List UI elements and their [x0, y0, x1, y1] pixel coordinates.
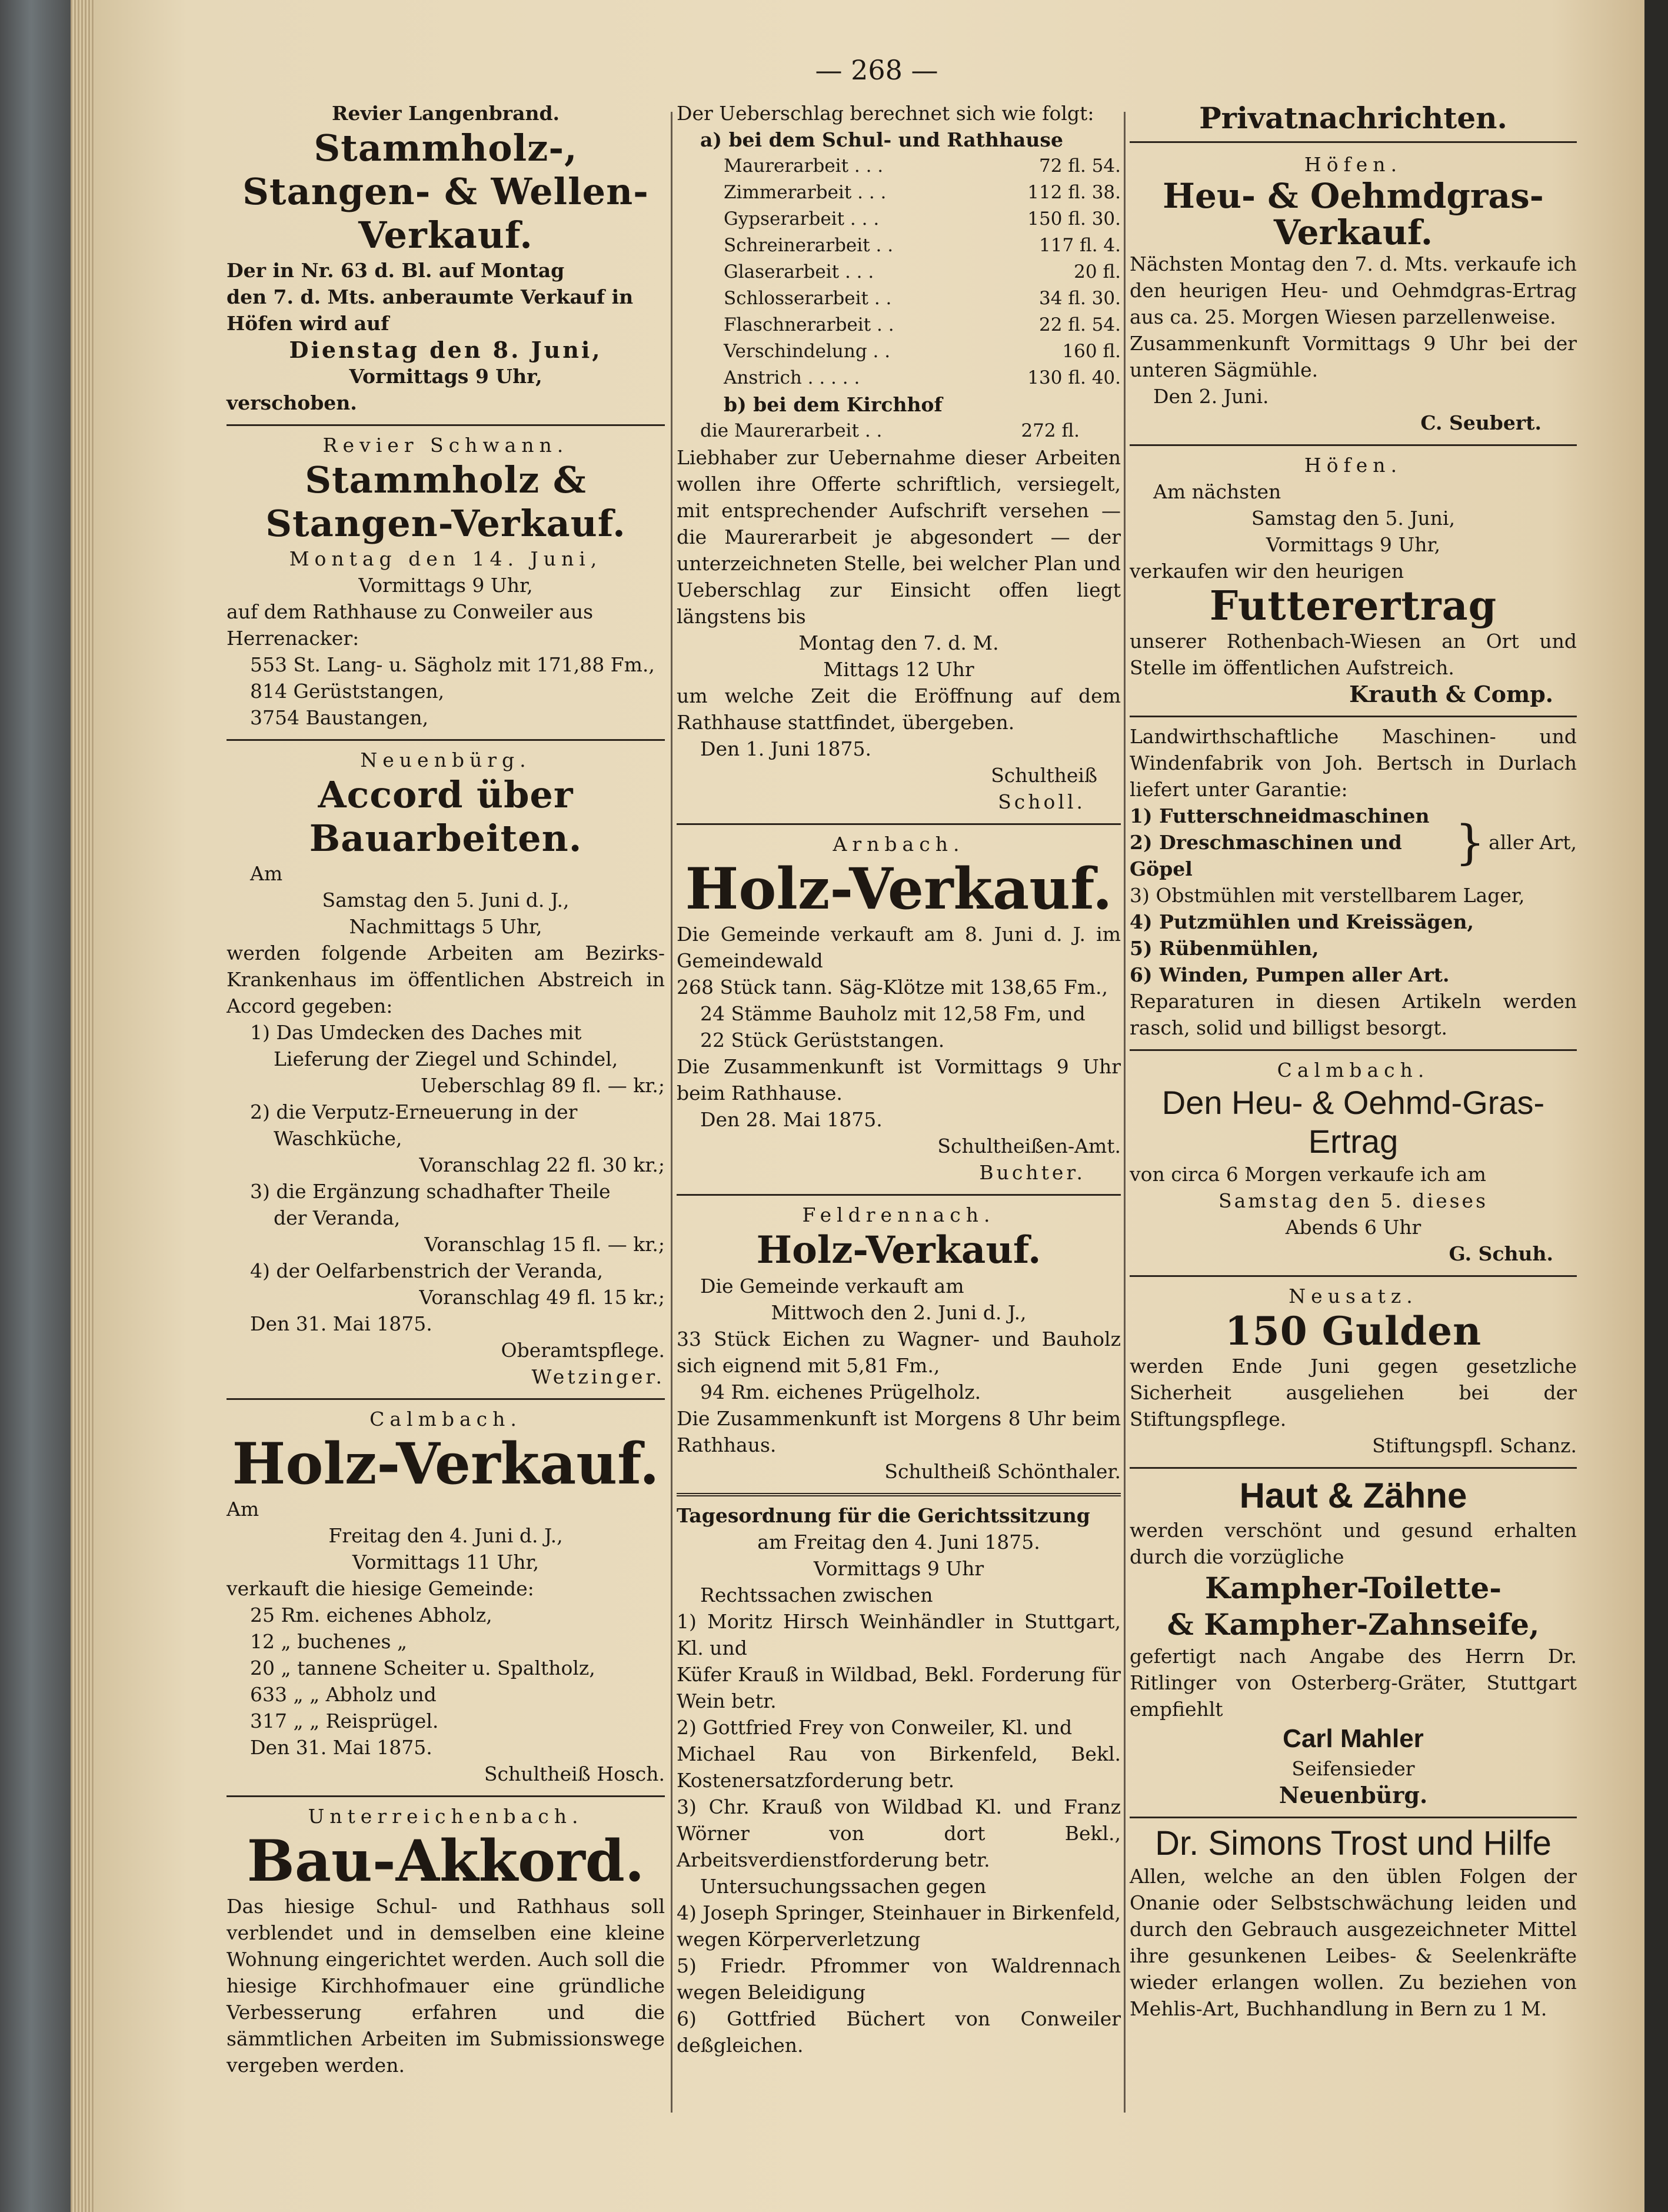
ad-date: Montag den 14. Juni, — [289, 547, 602, 570]
ad-signature: Scholl. — [998, 790, 1086, 813]
ad-place: Feldrennach. — [802, 1203, 996, 1226]
ad-date: Den 2. Juni. — [1153, 385, 1269, 408]
ad-neusatz — [1130, 1275, 1577, 1459]
ad-item: 12 „ buchenes „ — [250, 1630, 408, 1653]
ad-line: Am — [227, 1498, 259, 1521]
ad-item: 4) Putzmühlen und Kreissägen, — [1130, 910, 1474, 933]
ad-signature: Schultheiß Hosch. — [484, 1762, 665, 1785]
ad-item: 814 Gerüststangen, — [250, 680, 445, 703]
ad-text: unserer Rothenbach-Wiesen an Ort und Stelle im öffentlichen Aufstreich. — [1130, 630, 1577, 679]
ad-item: 3) Chr. Krauß von Wildbad Kl. und Franz Wörner von dort Bekl., Arbeitsverdienstforderung betr. — [677, 1795, 1121, 1871]
cost-row: Schlosserarbeit . . 34 fl. 30. — [724, 288, 1121, 309]
ad-title: 150 Gulden — [1224, 1308, 1482, 1354]
ad-place: Revier Schwann. — [322, 434, 569, 457]
ad-text: Nächsten Montag den 7. d. Mts. verkaufe ich den heurigen Heu- und Oehmdgras-Ertrag aus ca. 25. Morgen Wiesen parzellenweise. — [1130, 252, 1577, 328]
section-header: Privatnachrichten. — [1130, 100, 1577, 143]
ad-item: 22 Stück Gerüststangen. — [700, 1029, 945, 1052]
ad-text: Der Ueberschlag berechnet sich wie folgt: — [677, 102, 1094, 125]
ad-time: Abends 6 Uhr — [1285, 1216, 1421, 1239]
ad-time: Vormittags 11 Uhr, — [352, 1551, 540, 1574]
ad-title: Futterertrag — [1209, 583, 1497, 630]
ad-text: werden folgende Arbeiten am Bezirks-Krankenhaus im öffentlichen Abstreich in Accord gegeben: — [227, 942, 665, 1017]
ad-signature: G. Schuh. — [1449, 1242, 1553, 1265]
ad-title: Stammholz & Stangen-Verkauf. — [265, 458, 626, 545]
ad-langenbrand — [227, 100, 665, 416]
ad-line: Der in Nr. 63 d. Bl. auf Montag — [227, 259, 565, 282]
ad-item: 633 „ „ Abholz und — [250, 1683, 437, 1706]
ad-text: werden Ende Juni gegen gesetzliche Sicherheit ausgeliehen bei der Stiftungspflege. — [1130, 1355, 1577, 1431]
ad-item: 3) die Ergänzung schadhafter Theile — [250, 1180, 611, 1203]
ad-item: 3) Obstmühlen mit verstellbarem Lager, — [1130, 884, 1525, 907]
ad-date: Samstag den 5. Juni, — [1251, 507, 1456, 530]
ad-signature: Buchter. — [979, 1161, 1086, 1184]
ad-place: Höfen. — [1304, 153, 1403, 176]
ad-time: Vormittags 9 Uhr, — [358, 574, 533, 597]
ad-item: 4) Joseph Springer, Steinhauer in Birkenfeld, wegen Körperverletzung — [677, 1901, 1121, 1951]
ad-haut-zaehne — [1130, 1467, 1577, 1808]
ad-time: Vormittags 9 Uhr — [813, 1557, 984, 1580]
ad-bertsch — [1130, 716, 1577, 1041]
ad-item: der Veranda, — [274, 1206, 401, 1229]
product-name: & Kampher-Zahnseife, — [1167, 1607, 1540, 1642]
ad-title: Den Heu- & Oehmd-Gras- — [1161, 1084, 1545, 1121]
ad-item: 5) Friedr. Pfrommer von Waldrennach wegen Beleidigung — [677, 1954, 1121, 2004]
ad-date: Freitag den 4. Juni d. J., — [328, 1524, 563, 1547]
ad-hoefen-heu — [1130, 151, 1577, 436]
ad-date: Den 1. Juni 1875. — [700, 737, 871, 760]
ad-signature: Neuenbürg. — [1279, 1782, 1428, 1808]
ad-date: Den 31. Mai 1875. — [250, 1736, 432, 1759]
cost-row: Anstrich . . . . . 130 fl. 40. — [724, 367, 1121, 388]
ad-place: Calmbach. — [1277, 1059, 1430, 1082]
ad-signature: Schultheiß — [991, 764, 1097, 787]
ad-item: Küfer Krauß in Wildbad, Bekl. Forderung für Wein betr. — [677, 1663, 1121, 1712]
cost-row: Verschindelung . . 160 fl. — [724, 341, 1121, 362]
page-number: — 268 — — [815, 54, 938, 86]
cost-row: Zimmerarbeit . . . 112 fl. 38. — [724, 182, 1121, 203]
ad-text: Das hiesige Schul- und Rathhaus soll verblendet und in demselben eine kleine Wohnung eingerichtet werden. Auch soll die hiesige Kirchhofmauer eine gründliche Verbesserung erfahren und die sämmtlichen Arbeiten im Submissionswege vergeben werden. — [227, 1895, 665, 2077]
ad-item: Michael Rau von Birkenfeld, Bekl. Kostenersatzforderung betr. — [677, 1742, 1121, 1792]
ad-tagesordnung — [677, 1493, 1121, 2058]
ad-calmbach-heu — [1130, 1049, 1577, 1267]
column-rule-2 — [1124, 112, 1126, 2113]
right-edge — [1644, 0, 1668, 2212]
ad-title: Heu- & Oehmdgras-Verkauf. — [1163, 176, 1544, 252]
ad-title: Bau-Akkord. — [247, 1828, 645, 1894]
cost-row: Flaschnerarbeit . . 22 fl. 54. — [724, 314, 1121, 335]
ad-item: 94 Rm. eichenes Prügelholz. — [700, 1381, 981, 1403]
ad-item: 317 „ „ Reisprügel. — [250, 1709, 439, 1732]
ad-item: 268 Stück tann. Säg-Klötze mit 138,65 Fm., — [677, 976, 1108, 999]
ad-date: Den 28. Mai 1875. — [700, 1108, 883, 1131]
ad-item: Ueberschlag 89 fl. — kr.; — [421, 1074, 665, 1097]
ad-line: Höfen wird auf — [227, 312, 389, 335]
ad-line: auf dem Rathhause zu Conweiler aus — [227, 600, 594, 623]
ad-time: Nachmittags 5 Uhr, — [349, 915, 542, 938]
ad-line: Untersuchungssachen gegen — [700, 1875, 987, 1898]
cost-table — [677, 153, 1121, 391]
item-group-list — [1130, 803, 1451, 882]
ad-signature: Schultheißen-Amt. — [937, 1135, 1121, 1157]
ad-item: 24 Stämme Bauholz mit 12,58 Fm, und — [700, 1002, 1086, 1025]
ad-signature: Krauth & Comp. — [1349, 681, 1553, 707]
ad-item: 2) Gottfried Frey von Conweiler, Kl. und — [677, 1716, 1073, 1739]
ad-signature: Seifensieder — [1291, 1757, 1415, 1780]
cost-row: Schreinerarbeit . . 117 fl. 4. — [724, 235, 1121, 256]
ad-item: 33 Stück Eichen zu Wagner- und Bauholz sich eignend mit 5,81 Fm., — [677, 1328, 1121, 1377]
column-2 — [677, 100, 1121, 2067]
ad-feldrennach — [677, 1194, 1121, 1485]
ad-text: Landwirthschaftliche Maschinen- und Windenfabrik von Joh. Bertsch in Durlach liefert unter Garantie: — [1130, 725, 1577, 801]
ad-neuenbuerg — [227, 739, 665, 1390]
ad-item: aller Art, — [1489, 831, 1577, 854]
ad-item: 2) Dreschmaschinen und Göpel — [1130, 831, 1402, 880]
ad-line: den 7. d. Mts. anberaumte Verkauf in — [227, 285, 634, 308]
ad-line: Rechtssachen zwischen — [700, 1584, 933, 1606]
ad-line: Die Gemeinde verkauft am — [700, 1275, 964, 1298]
ad-text: um welche Zeit die Eröffnung auf dem Rathhause stattfindet, übergeben. — [677, 684, 1121, 734]
ad-title: Holz-Verkauf. — [685, 856, 1113, 922]
ad-place: Neuenbürg. — [360, 749, 531, 771]
ad-item: 6) Gottfried Büchert von Conweiler deßgleichen. — [677, 2007, 1121, 2057]
ad-item: 553 St. Lang- u. Sägholz mit 171,88 Fm., — [250, 653, 655, 676]
ad-place: Neusatz. — [1289, 1285, 1418, 1308]
ad-date: Den 31. Mai 1875. — [250, 1312, 432, 1335]
ad-date: Mittwoch den 2. Juni d. J., — [771, 1301, 1027, 1324]
ad-line: verkauft die hiesige Gemeinde: — [227, 1577, 534, 1600]
ad-title: Holz-Verkauf. — [756, 1228, 1041, 1272]
ad-item: 6) Winden, Pumpen aller Art. — [1130, 963, 1450, 986]
ad-item: Lieferung der Ziegel und Schindel, — [274, 1047, 618, 1070]
ad-title: Dr. Simons Trost und Hilfe — [1155, 1824, 1552, 1862]
ad-title: Accord über Bauarbeiten. — [309, 773, 582, 860]
ad-text: Liebhaber zur Uebernahme dieser Arbeiten wollen ihre Offerte schriftlich, versiegelt, mit entsprechender Aufschrift versehen — die Maurerarbeit je abgesondert — der unterzeichneten Stelle, bei welcher Plan und Ueberschlag zur Einsicht offen liegt längstens bis — [677, 446, 1121, 628]
ad-signature: Schultheiß Schönthaler. — [884, 1460, 1121, 1483]
ad-signature: Wetzinger. — [531, 1365, 665, 1388]
ad-line: von circa 6 Morgen verkaufe ich am — [1130, 1163, 1486, 1186]
ad-text: Die Zusammenkunft ist Morgens 8 Uhr beim Rathhaus. — [677, 1407, 1121, 1456]
ad-arnbach — [677, 823, 1121, 1186]
ad-signature: Stiftungspfl. Schanz. — [1372, 1434, 1577, 1457]
ad-title: Stammholz-, Stangen- & Wellen-Verkauf. — [242, 127, 649, 257]
ad-subhead: b) bei dem Kirchhof — [724, 393, 943, 416]
ad-time: Mittags 12 Uhr — [823, 658, 974, 681]
ad-text: Allen, welche an den üblen Folgen der Onanie oder Selbstschwächung leiden und durch den Gebrauch ausgezeichneter Mittel ihre gesunkenen Leibes- & Seelenkräfte wieder erlangen wollen. Zu beziehen von Mehlis-Art, Buchhandlung in Bern zu 1 M. — [1130, 1865, 1577, 2020]
ad-place: Unterreichenbach. — [308, 1805, 584, 1828]
ad-text: Die Zusammenkunft ist Vormittags 9 Uhr beim Rathhause. — [677, 1055, 1121, 1105]
ad-item: 20 „ tannene Scheiter u. Spaltholz, — [250, 1656, 595, 1679]
ad-date: Samstag den 5. dieses — [1218, 1189, 1489, 1212]
ad-schwann — [227, 424, 665, 731]
ad-subhead: a) bei dem Schul- und Rathhause — [700, 128, 1063, 151]
ad-text: Die Gemeinde verkauft am 8. Juni d. J. im Gemeindewald — [677, 923, 1121, 972]
ad-title: Holz-Verkauf. — [232, 1431, 660, 1497]
ad-line: Am nächsten — [1153, 480, 1281, 503]
ad-item: 1) Das Umdecken des Daches mit — [250, 1021, 582, 1044]
ad-item: 2) die Verputz-Erneuerung in der — [250, 1100, 578, 1123]
ad-text: gefertigt nach Angabe des Herrn Dr. Ritlinger von Osterberg-Gräter, Stuttgart empfiehlt — [1130, 1645, 1577, 1721]
ad-place: Höfen. — [1304, 454, 1403, 477]
ad-title: Ertrag — [1308, 1123, 1399, 1160]
ad-text: Zusammenkunft Vormittags 9 Uhr bei der unteren Sägmühle. — [1130, 332, 1577, 381]
ad-dr-simons — [1130, 1817, 1577, 2022]
ad-item: 25 Rm. eichenes Abholz, — [250, 1604, 492, 1626]
ad-unterreichenbach — [227, 1795, 665, 2078]
column-3 — [1130, 100, 1577, 2030]
ad-text: werden verschönt und gesund erhalten durch die vorzügliche — [1130, 1519, 1577, 1568]
ad-ueberschlag — [677, 100, 1121, 815]
ad-signature: Oberamtspflege. — [501, 1339, 665, 1362]
ad-item: 4) der Oelfarbenstrich der Veranda, — [250, 1259, 603, 1282]
cost-row: Gypserarbeit . . . 150 fl. 30. — [724, 208, 1121, 229]
column-rule-1 — [671, 112, 672, 2113]
cost-row: Glaserarbeit . . . 20 fl. — [724, 261, 1121, 282]
ad-place: Calmbach. — [369, 1408, 522, 1431]
ad-time: Vormittags 9 Uhr, — [1266, 533, 1441, 556]
ad-item: Waschküche, — [274, 1127, 402, 1150]
ad-item: 5) Rübenmühlen, — [1130, 937, 1319, 960]
column-1 — [227, 100, 665, 2087]
ad-item: Voranschlag 15 fl. — kr.; — [424, 1233, 665, 1256]
ad-title: Haut & Zähne — [1239, 1476, 1467, 1515]
cost-row: Maurerarbeit . . . 72 fl. 54. — [724, 155, 1121, 177]
ad-calmbach — [227, 1398, 665, 1787]
ad-place: Arnbach. — [833, 833, 965, 856]
product-name: Kampher-Toilette- — [1204, 1571, 1502, 1605]
ad-line: Herrenacker: — [227, 627, 359, 650]
ad-date: Montag den 7. d. M. — [798, 631, 999, 654]
ad-title: Tagesordnung für die Gerichtssitzung — [677, 1504, 1090, 1527]
cost-row: die Maurerarbeit . . 272 fl. — [700, 420, 1080, 441]
item-group — [1130, 803, 1577, 882]
ad-time: Vormittags 9 Uhr, — [349, 365, 542, 388]
ad-hoefen-futter — [1130, 444, 1577, 707]
brace-symbol: } — [1455, 814, 1486, 870]
ad-date: am Freitag den 4. Juni 1875. — [757, 1531, 1040, 1554]
ad-item: Voranschlag 49 fl. 15 kr.; — [419, 1286, 665, 1309]
ad-line: verschoben. — [227, 391, 357, 414]
ad-item: 1) Moritz Hirsch Weinhändler in Stuttgart, Kl. und — [677, 1610, 1121, 1659]
ad-date: Samstag den 5. Juni d. J., — [322, 889, 570, 912]
ad-text: Reparaturen in diesen Artikeln werden rasch, solid und billigst besorgt. — [1130, 990, 1577, 1039]
ad-signature: Carl Mahler — [1283, 1724, 1424, 1753]
ad-date: Dienstag den 8. Juni, — [289, 337, 602, 363]
ad-place: Revier Langenbrand. — [331, 102, 560, 125]
ad-item: 3754 Baustangen, — [250, 706, 429, 729]
ad-signature: C. Seubert. — [1420, 411, 1542, 434]
ad-line: Am — [250, 862, 283, 885]
ad-item: 1) Futterschneidmaschinen — [1130, 804, 1430, 827]
ad-line: verkaufen wir den heurigen — [1130, 560, 1404, 583]
ad-item: Voranschlag 22 fl. 30 kr.; — [419, 1153, 665, 1176]
